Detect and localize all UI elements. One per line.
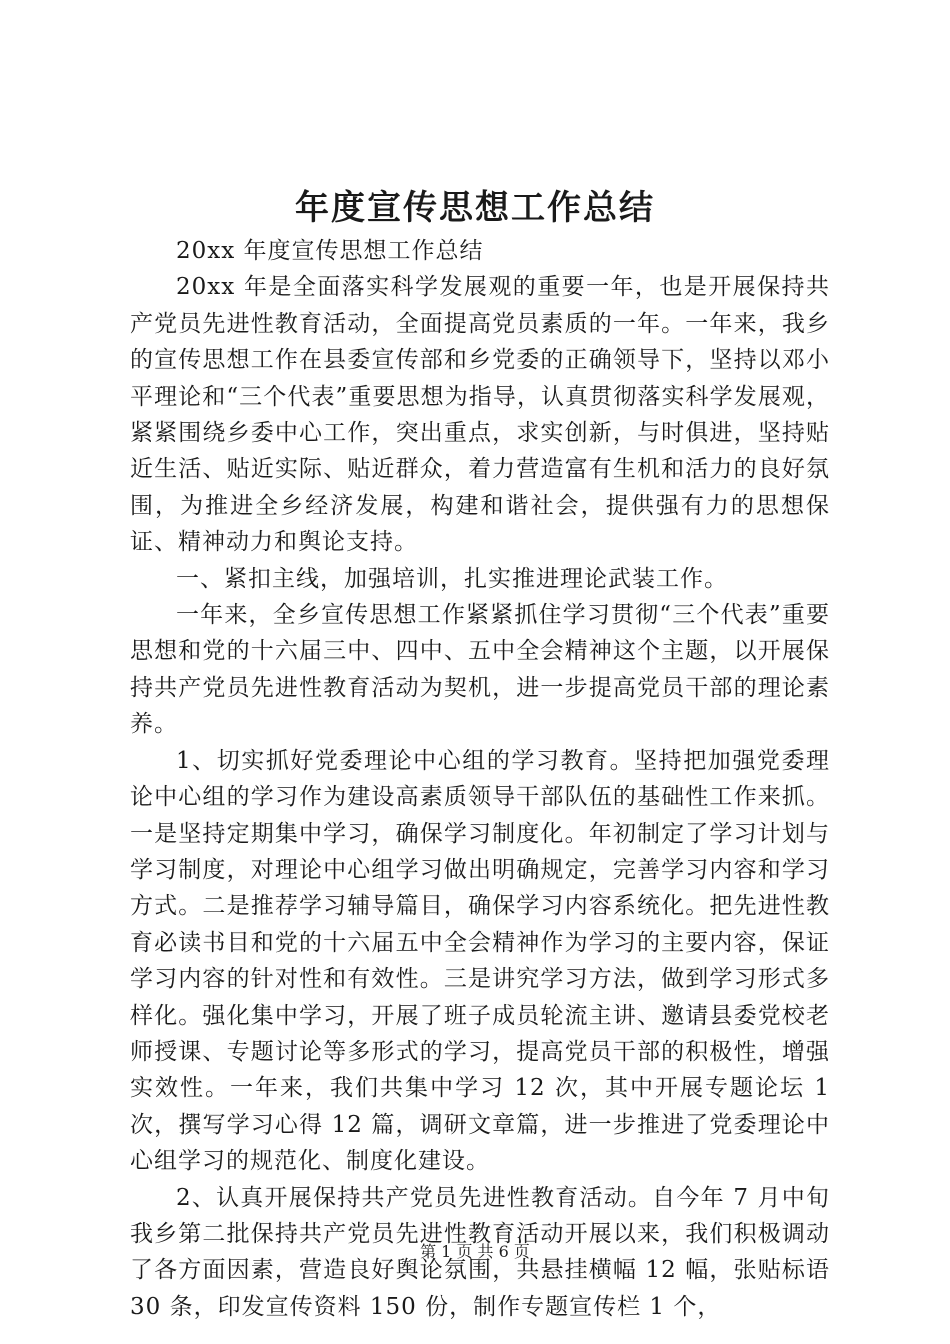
paragraph-item-1: 1、切实抓好党委理论中心组的学习教育。坚持把加强党委理论中心组的学习作为建设高素质领导干部队伍的基础性工作来抓。一是坚持定期集中学习，确保学习制度化。年初制定了学习计划与学习制度，对理论中心组学习做出明确规定，完善学习内容和学习方式。二是推荐学习辅导篇目，确保学习内容系统化。把先进性教育必读书目和党的十六届五中全会精神作为学习的主要内容，保证学习内容的针对性和有效性。三是讲究学习方法，做到学习形式多样化。强化集中学习，开展了班子成员轮流主讲、邀请县委党校老师授课、专题讨论等多形式的学习，提高党员干部的积极性，增强实效性。一年来，我们共集中学习 12 次，其中开展专题论坛 1 次，撰写学习心得 12 篇，调研文章篇，进一步推进了党委理论中心组学习的规范化、制度化建设。: [130, 747, 830, 1175]
paragraph-intro: 20xx 年是全面落实科学发展观的重要一年，也是开展保持共产党员先进性教育活动，全面提高党员素质的一年。一年来，我乡的宣传思想工作在县委宣传部和乡党委的正确领导下，坚持以邓小平理论和“三个代表”重要思想为指导，认真贯彻落实科学发展观，紧紧围绕乡委中心工作，突出重点，求实创新，与时俱进，坚持贴近生活、贴近实际、贴近群众，着力营造富有生机和活力的良好氛围，为推进全乡经济发展，构建和谐社会，提供强有力的思想保证、精神动力和舆论支持。: [130, 274, 830, 556]
paragraph-subtitle: 20xx 年度宣传思想工作总结: [176, 238, 484, 264]
section-heading-1: 一、紧扣主线，加强培训，扎实推进理论武装工作。: [176, 565, 728, 592]
page-number-footer: 第 1 页 共 6 页: [420, 1242, 530, 1261]
document-title: 年度宣传思想工作总结: [295, 188, 655, 228]
document-body: [130, 233, 830, 1325]
paragraph-item-2: 2、认真开展保持共产党员先进性教育活动。自今年 7 月中旬我乡第二批保持共产党员先进性教育活动开展以来，我们积极调动了各方面因素，营造良好舆论氛围，共悬挂横幅 12 幅，张贴标语 30 条，印发宣传资料 150 份，制作专题宣传栏 1 个，: [130, 1184, 830, 1320]
paragraph-section-1: 一年来，全乡宣传思想工作紧紧抓住学习贯彻“三个代表”重要思想和党的十六届三中、四中、五中全会精神这个主题，以开展保持共产党员先进性教育活动为契机，进一步提高党员干部的理论素养。: [130, 602, 830, 738]
